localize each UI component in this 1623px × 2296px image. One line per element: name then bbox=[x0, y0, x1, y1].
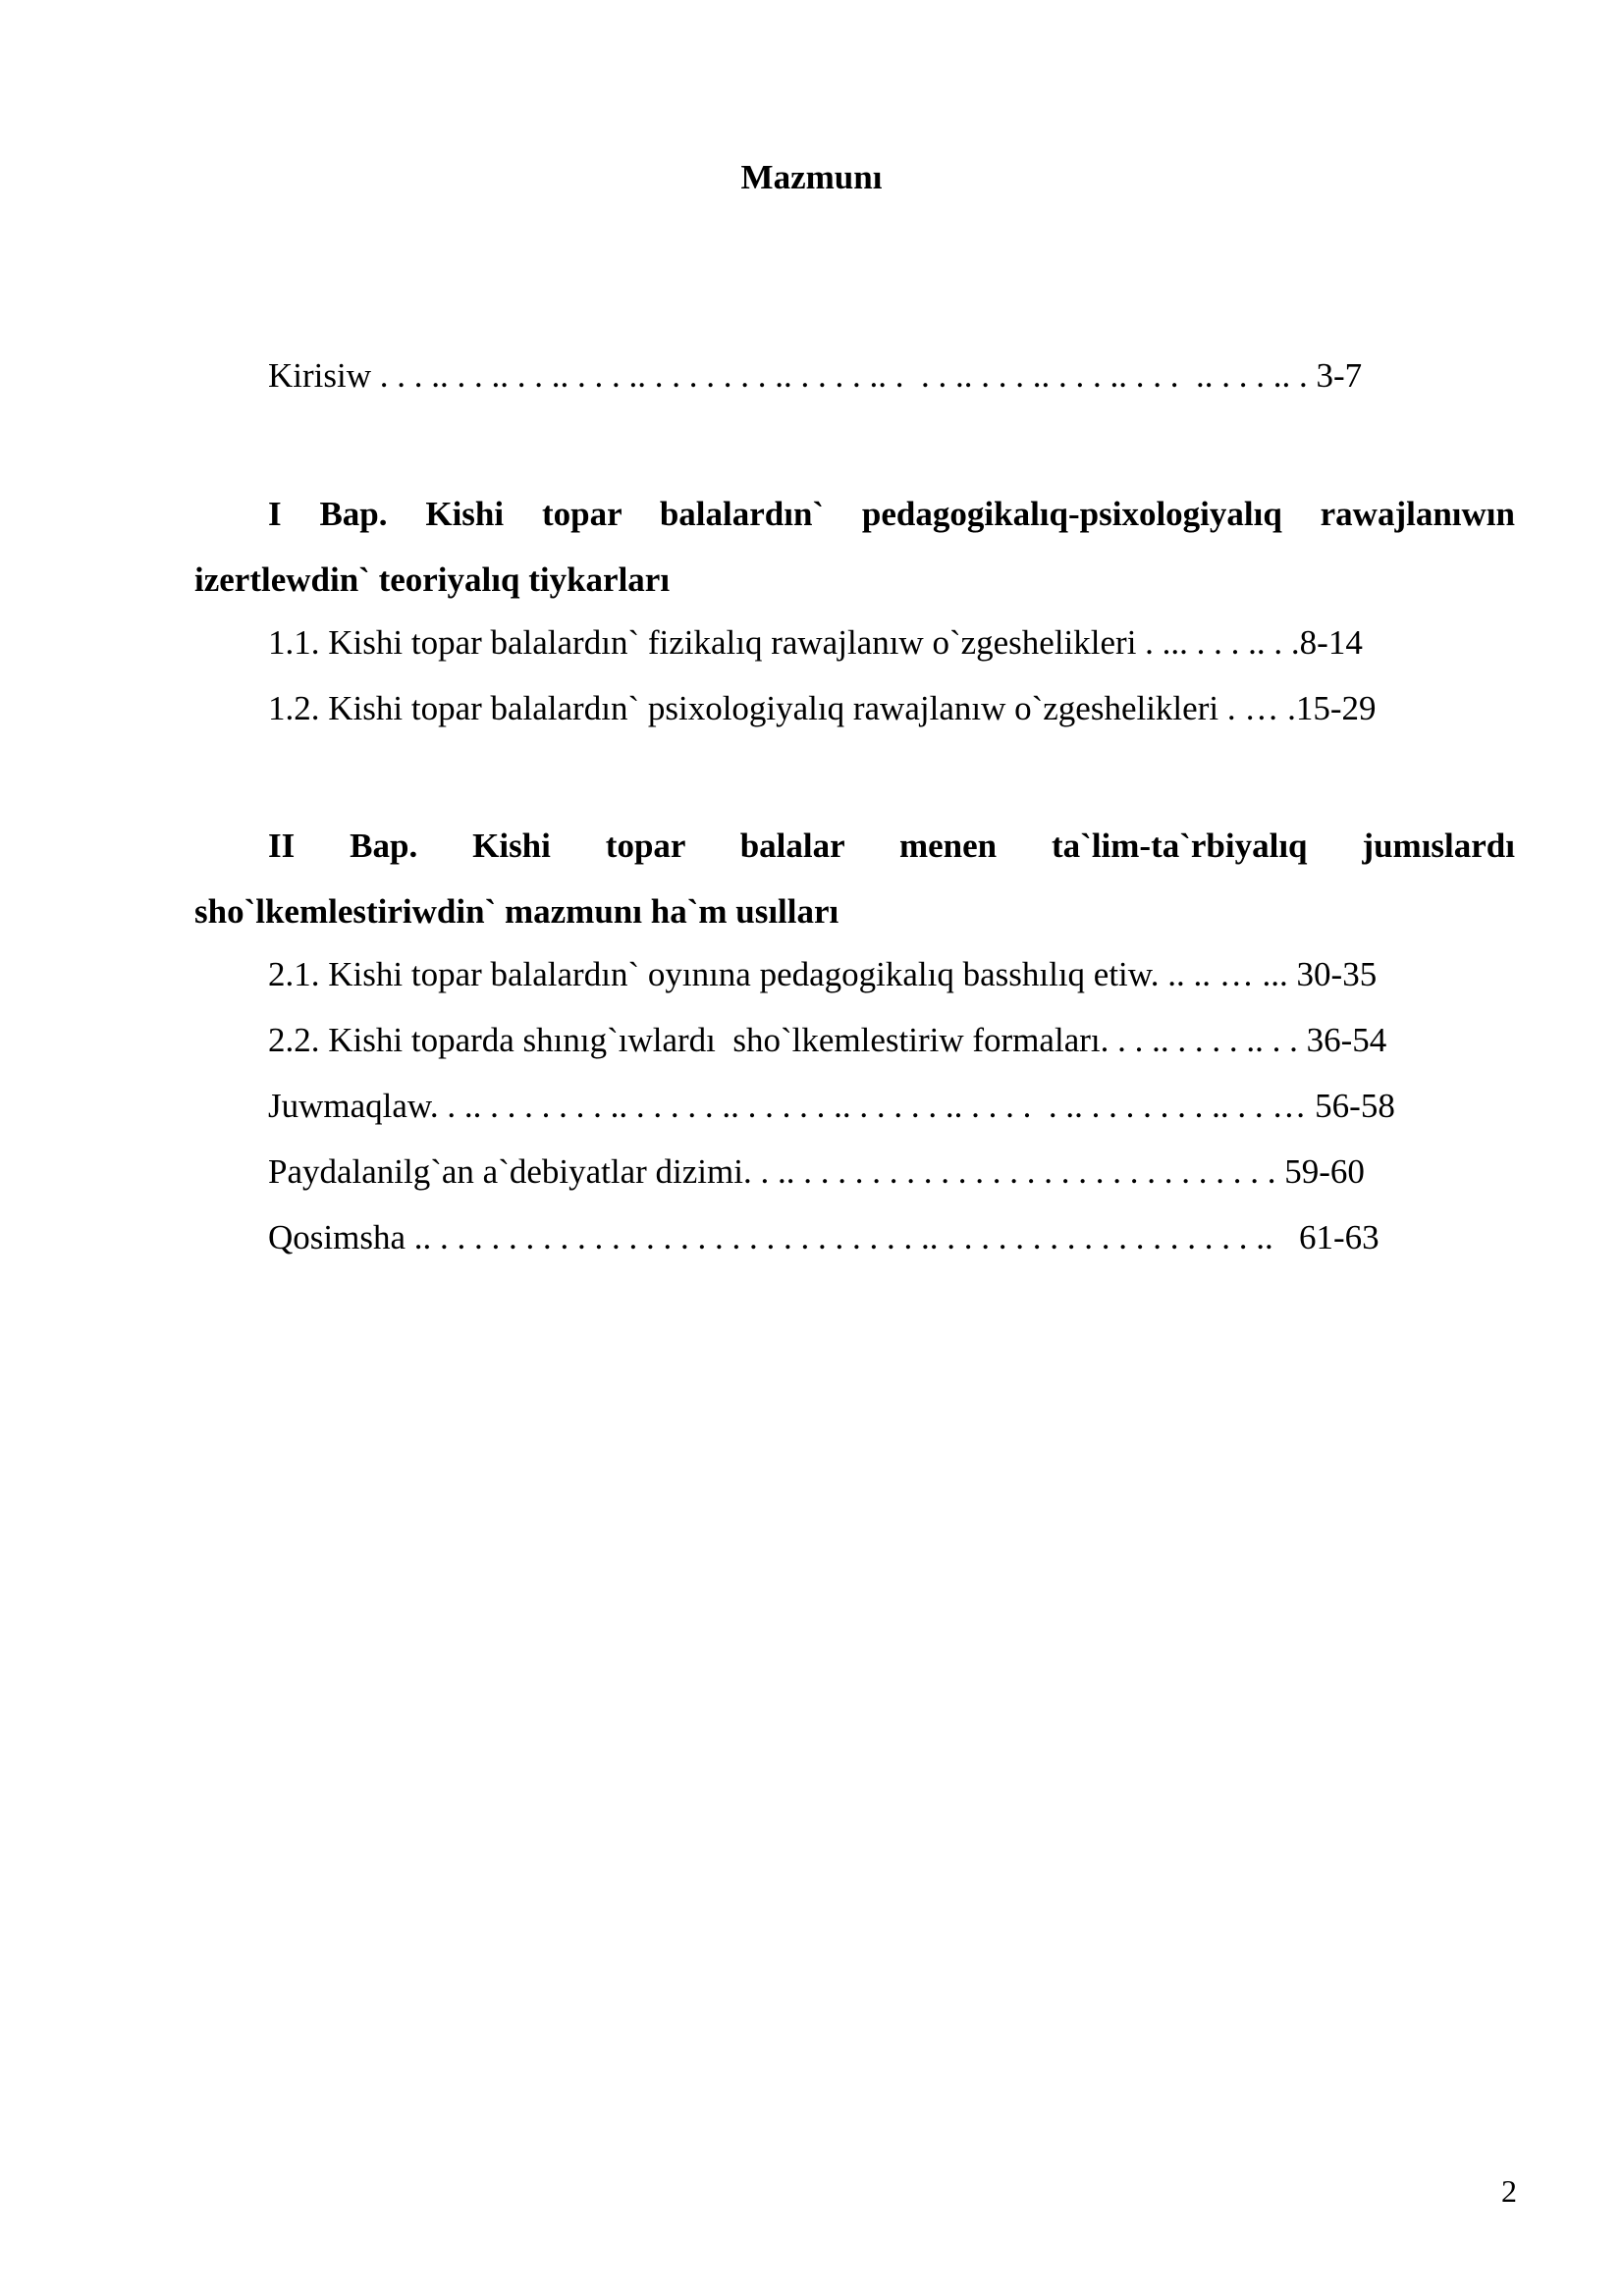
chapter-1-heading-line-2: izertlewdin` teoriyalıq tiykarları bbox=[194, 561, 671, 599]
chapter-1-heading-line-1: I Bap. Kishi topar balalardın` pedagogikalıq-psixologiyalıq rawajlanıwın bbox=[268, 495, 1515, 533]
chapter-2-heading-line-2: sho`lkemlestiriwdin` mazmunı ha`m usılları bbox=[194, 892, 839, 931]
toc-entry-section-1-2: 1.2. Kishi topar balalardın` psixologiyalıq rawajlanıw o`zgeshelikleri . … .15-29 bbox=[268, 689, 1377, 727]
toc-entry-appendix: Qosimsha .. . . . . . . . . . . . . . . . . . . . . . . . . . . . . .. . . . . . . . . . . . . . . . . . . .. 61-63 bbox=[268, 1218, 1380, 1256]
page-number: 2 bbox=[1501, 2173, 1517, 2209]
toc-entry-section-2-1: 2.1. Kishi topar balalardın` oyınına pedagogikalıq basshılıq etiw. .. .. … ... 30-35 bbox=[268, 955, 1378, 993]
toc-entry-intro: Kirisiw . . . .. . . .. . . .. . . . .. . . . . . . . .. . . . . .. . . . .. . . . .. . . . .. . . . .. . . . .. . 3-7 bbox=[268, 356, 1363, 395]
toc-entry-section-2-2: 2.2. Kishi toparda shınıg`ıwlardı sho`lkemlestiriw formaları. . . .. . . . . .. . . 36-54 bbox=[268, 1021, 1387, 1059]
chapter-1-heading bbox=[194, 481, 1515, 613]
toc-entry-section-1-1: 1.1. Kishi topar balalardın` fizikalıq rawajlanıw o`zgeshelikleri . ... . . . .. . .8-14 bbox=[268, 623, 1363, 662]
chapter-2-heading bbox=[194, 813, 1515, 944]
toc-entry-bibliography: Paydalanilg`an a`debiyatlar dizimi. . .. . . . . . . . . . . . . . . . . . . . . . . . . . . . . 59-60 bbox=[268, 1152, 1365, 1191]
chapter-2-heading-line-1: II Bap. Kishi topar balalar menen ta`lim-ta`rbiyalıq jumıslardı bbox=[268, 827, 1515, 865]
toc-entry-conclusion: Juwmaqlaw. . .. . . . . . . . .. . . . . . .. . . . . . .. . . . . . .. . . . . . .. . . . . . . . .. . . … 56-58 bbox=[268, 1087, 1395, 1125]
page-title: Mazmunı bbox=[740, 158, 883, 196]
